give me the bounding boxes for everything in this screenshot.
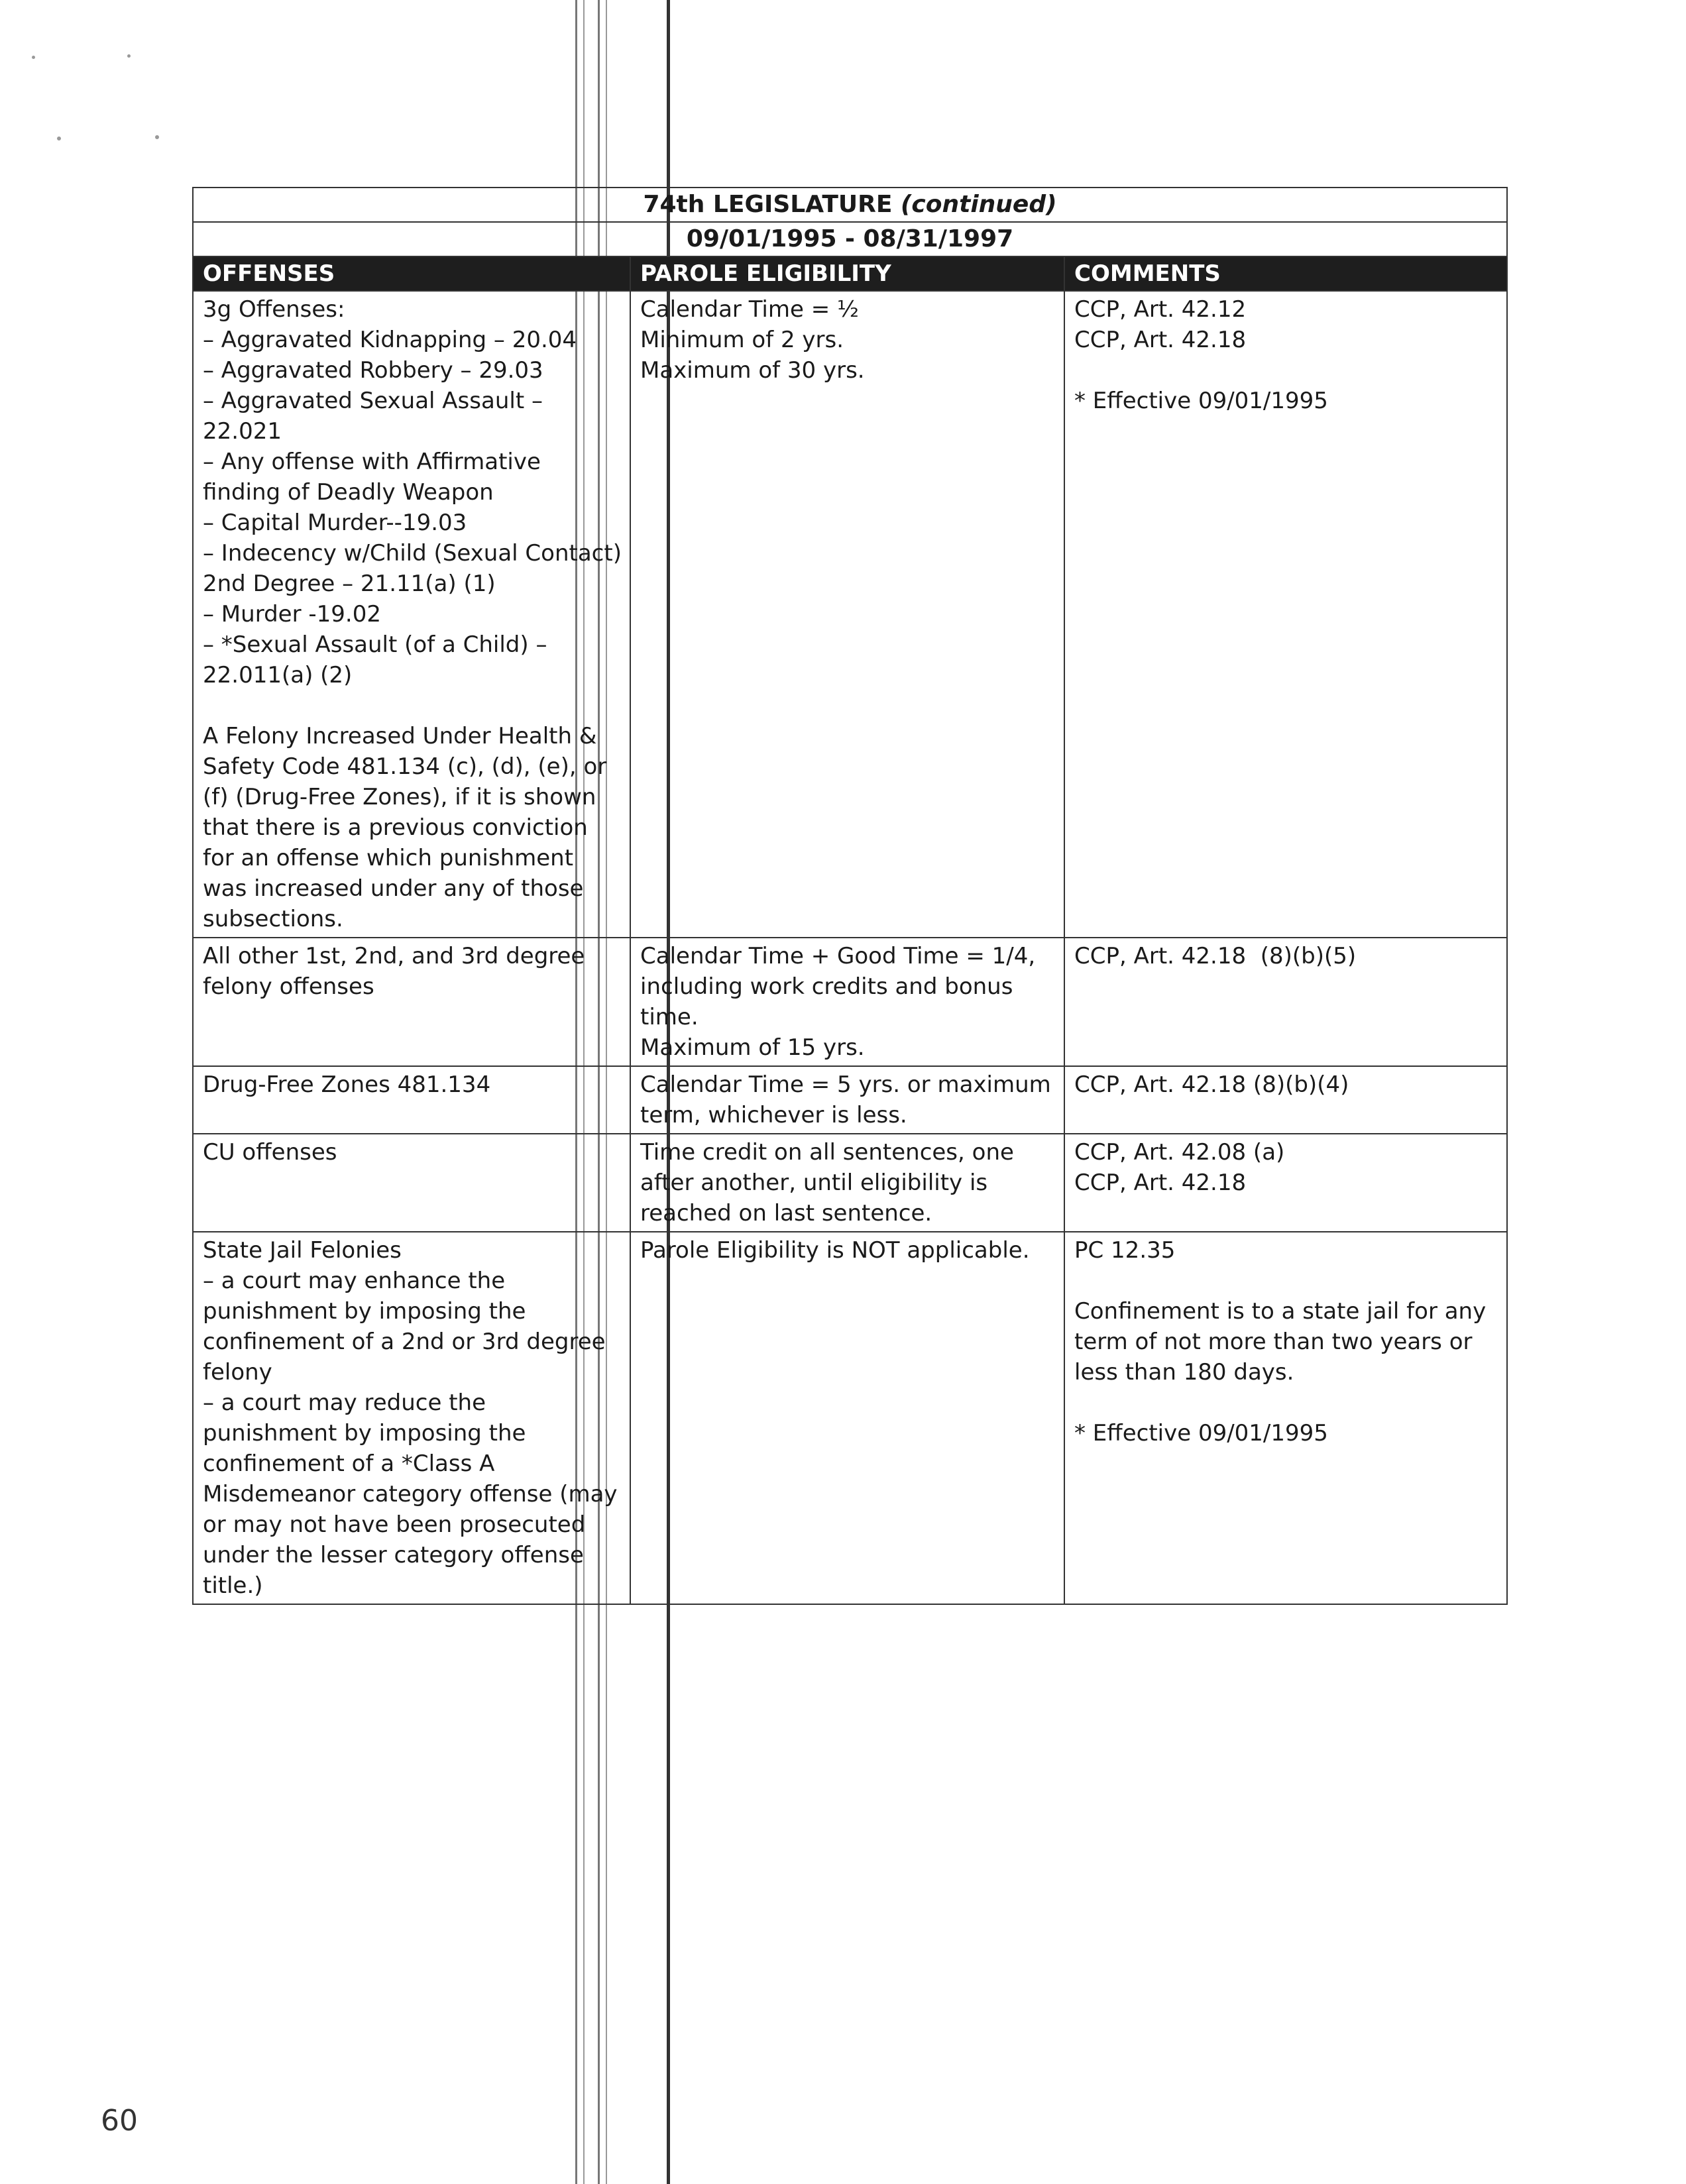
parole-cell <box>630 291 1064 938</box>
comment-line: PC 12.35 <box>1074 1237 1176 1264</box>
parole-text: Calendar Time = 5 yrs. or maximum term, whichever is less. <box>640 1071 1058 1128</box>
parole-cell <box>630 938 1064 1066</box>
table-row <box>193 1066 1507 1134</box>
offense-line: – Any offense with Affirmative finding of Deadly Weapon <box>203 449 548 506</box>
column-header-comments: COMMENTS <box>1064 256 1507 291</box>
spacer <box>1074 1388 1498 1418</box>
comments-cell <box>1064 1232 1507 1604</box>
parole-eligibility-table <box>192 187 1508 1605</box>
comments-cell <box>1064 938 1507 1066</box>
offense-line: – Indecency w/Child (Sexual Contact) 2nd Degree – 21.11(a) (1) <box>203 540 629 597</box>
scan-speck <box>57 136 61 140</box>
table-row <box>193 1232 1507 1604</box>
scan-speck <box>32 56 35 59</box>
parole-cell <box>630 1232 1064 1604</box>
offense-cell <box>193 938 630 1066</box>
parole-text: Time credit on all sentences, one after another, until eligibility is reached on last sentence. <box>640 1139 1021 1227</box>
scan-speck <box>155 135 159 139</box>
offense-line: State Jail Felonies <box>203 1237 402 1264</box>
offense-line: – Aggravated Kidnapping – 20.04 <box>203 327 577 353</box>
parole-line: Minimum of 2 yrs. <box>640 327 844 353</box>
legislature-title-text: 74th LEGISLATURE <box>643 191 893 218</box>
spacer <box>1074 1266 1498 1296</box>
comment-note: * Effective 09/01/1995 <box>1074 1420 1328 1447</box>
offense-cell <box>193 1232 630 1604</box>
column-header-offenses: OFFENSES <box>193 256 630 291</box>
offense-cell <box>193 1134 630 1232</box>
column-header-parole-eligibility: PAROLE ELIGIBILITY <box>630 256 1064 291</box>
comment-text: CCP, Art. 42.18 (8)(b)(5) <box>1074 943 1357 969</box>
spacer <box>203 690 622 721</box>
comment-line: CCP, Art. 42.18 <box>1074 1170 1247 1196</box>
offense-line: 3g Offenses: <box>203 296 345 323</box>
date-row <box>193 222 1507 256</box>
table-row <box>193 291 1507 938</box>
legislature-title-suffix: (continued) <box>900 191 1057 218</box>
comments-cell <box>1064 291 1507 938</box>
offense-line: – Murder -19.02 <box>203 601 381 628</box>
offense-paragraph: A Felony Increased Under Health & Safety Code 481.134 (c), (d), (e), or (f) (Drug-Free Zones), if it is shown that there is a previous conviction for an offense which punishment was increased under any of those subsections. <box>203 723 614 932</box>
page-number: 60 <box>101 2104 138 2138</box>
spacer <box>1074 355 1498 386</box>
offense-text: Drug-Free Zones 481.134 <box>203 1071 491 1098</box>
offense-cell <box>193 1066 630 1134</box>
scan-speck <box>127 54 131 58</box>
comment-line: CCP, Art. 42.18 <box>1074 327 1247 353</box>
column-header-row <box>193 256 1507 291</box>
table-row <box>193 1134 1507 1232</box>
offense-line: – *Sexual Assault (of a Child) – 22.011(a) (2) <box>203 631 555 688</box>
parole-line: Maximum of 15 yrs. <box>640 1034 865 1061</box>
offense-line: – a court may reduce the punishment by imposing the confinement of a *Class A Misdemeanor category offense (may or may not have been prosecuted under the lesser category offense title.) <box>203 1390 625 1599</box>
parole-text: Parole Eligibility is NOT applicable. <box>640 1237 1030 1264</box>
comment-line: CCP, Art. 42.12 <box>1074 296 1247 323</box>
comment-text: CCP, Art. 42.18 (8)(b)(4) <box>1074 1071 1349 1098</box>
offense-text: CU offenses <box>203 1139 337 1166</box>
legislature-title <box>193 188 1507 222</box>
offense-text: All other 1st, 2nd, and 3rd degree felony offenses <box>203 943 592 1000</box>
parole-line: Calendar Time + Good Time = 1/4, including work credits and bonus time. <box>640 943 1042 1030</box>
parole-cell <box>630 1134 1064 1232</box>
parole-line: Calendar Time = ½ <box>640 296 859 323</box>
comments-cell <box>1064 1134 1507 1232</box>
offense-line: – Aggravated Robbery – 29.03 <box>203 357 543 384</box>
comment-line: CCP, Art. 42.08 (a) <box>1074 1139 1285 1166</box>
table-row <box>193 938 1507 1066</box>
parole-line: Maximum of 30 yrs. <box>640 357 865 384</box>
offense-line: – a court may enhance the punishment by imposing the confinement of a 2nd or 3rd degree felony <box>203 1268 613 1386</box>
offense-cell <box>193 291 630 938</box>
comments-cell <box>1064 1066 1507 1134</box>
comment-note: * Effective 09/01/1995 <box>1074 388 1328 414</box>
offense-line: – Aggravated Sexual Assault – 22.021 <box>203 388 550 445</box>
title-row <box>193 188 1507 222</box>
date-range: 09/01/1995 - 08/31/1997 <box>193 222 1507 256</box>
parole-cell <box>630 1066 1064 1134</box>
offense-line: – Capital Murder--19.03 <box>203 510 467 536</box>
comment-paragraph: Confinement is to a state jail for any term of not more than two years or less than 180 days. <box>1074 1298 1494 1386</box>
